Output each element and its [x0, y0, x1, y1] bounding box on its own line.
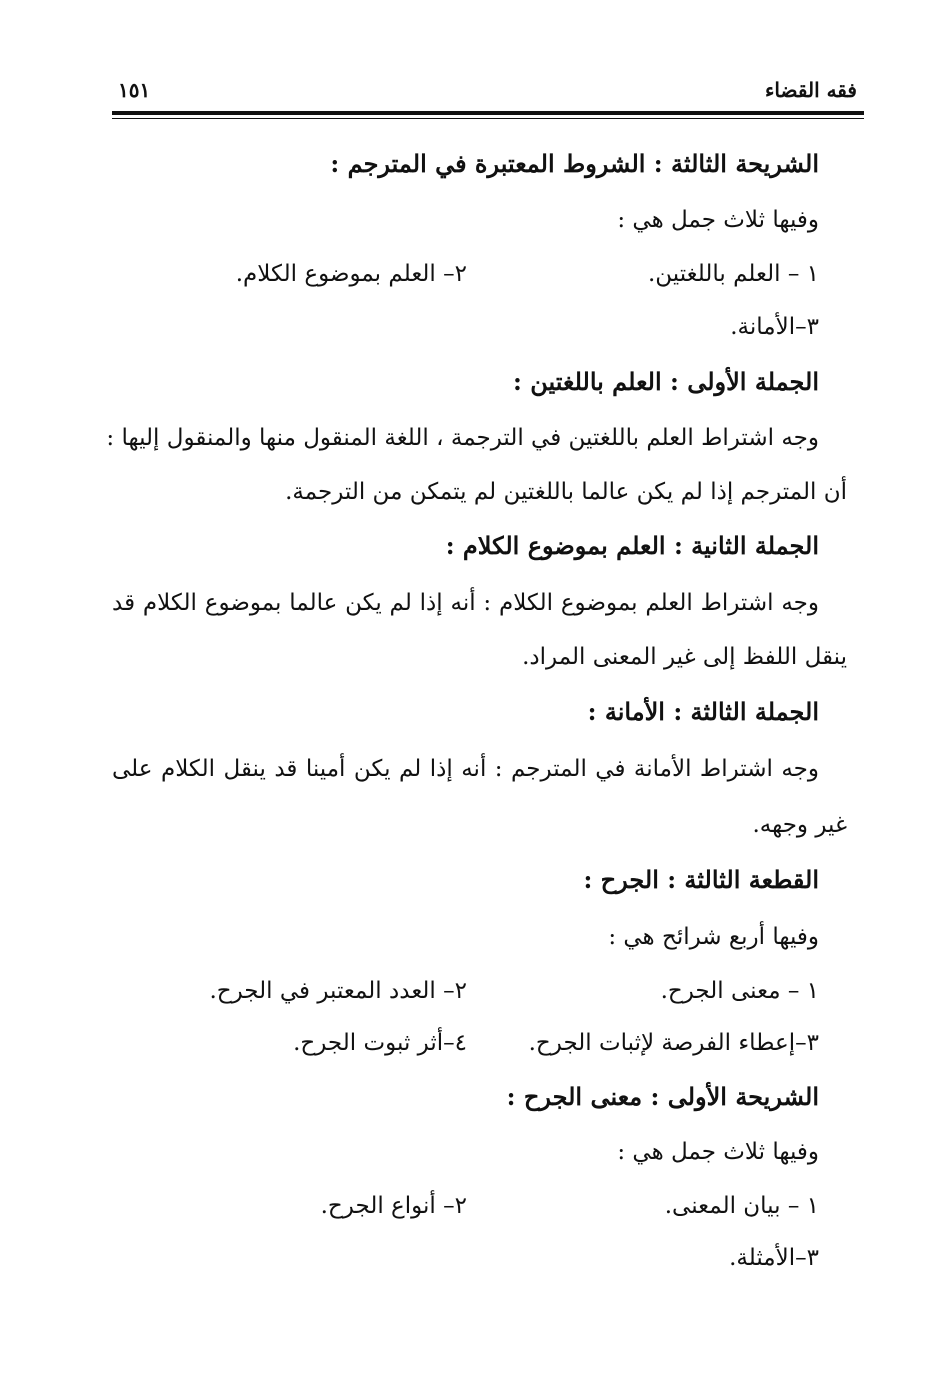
paragraph-line: غير وجهه.: [752, 812, 847, 838]
list-item: ٤–أثر ثبوت الجرح.: [293, 1030, 467, 1056]
running-header-title: فقه القضاء: [765, 78, 857, 102]
list-item: ١ – العلم باللغتين.: [647, 261, 819, 287]
paragraph-line: وجه اشتراط العلم بموضوع الكلام : أنه إذا لم يكن عالما بموضوع الكلام قد: [112, 590, 819, 616]
paragraph-line: وفيها ثلاث جمل هي :: [617, 207, 819, 233]
header-rule-thick: [112, 111, 864, 115]
list-item: ١ – بيان المعنى.: [664, 1193, 819, 1219]
header-rule-thin: [112, 118, 864, 119]
paragraph-line: وفيها أربع شرائح هي :: [608, 924, 819, 950]
section-heading: الشريحة الثالثة : الشروط المعتبرة في المترجم :: [330, 149, 819, 178]
section-heading: الجملة الأولى : العلم باللغتين :: [513, 367, 819, 396]
page-number: ١٥١: [118, 78, 151, 102]
list-item: ٢– العلم بموضوع الكلام.: [235, 261, 467, 287]
section-heading: الشريحة الأولى : معنى الجرح :: [506, 1082, 819, 1111]
paragraph-line: أن المترجم إذا لم يكن عالما باللغتين لم يتمكن من الترجمة.: [285, 479, 847, 505]
section-heading: الجملة الثالثة : الأمانة :: [587, 697, 819, 726]
section-heading: الجملة الثانية : العلم بموضوع الكلام :: [445, 531, 819, 560]
list-item: ٢– العدد المعتبر في الجرح.: [209, 978, 467, 1004]
section-heading: القطعة الثالثة : الجرح :: [583, 865, 819, 894]
list-item: ١ – معنى الجرح.: [660, 978, 819, 1004]
list-item: ٣–إعطاء الفرصة لإثبات الجرح.: [528, 1030, 819, 1056]
paragraph-line: وجه اشتراط العلم باللغتين في الترجمة ، اللغة المنقول منها والمنقول إليها :: [106, 425, 819, 451]
list-item: ٣–الأمثلة.: [729, 1245, 819, 1271]
list-item: ٣–الأمانة.: [730, 314, 819, 340]
list-item: ٢– أنواع الجرح.: [320, 1193, 467, 1219]
paragraph-line: وجه اشتراط الأمانة في المترجم : أنه إذا لم يكن أمينا قد ينقل الكلام على: [112, 756, 819, 782]
paragraph-line: وفيها ثلاث جمل هي :: [617, 1139, 819, 1165]
paragraph-line: ينقل اللفظ إلى غير المعنى المراد.: [522, 644, 847, 670]
